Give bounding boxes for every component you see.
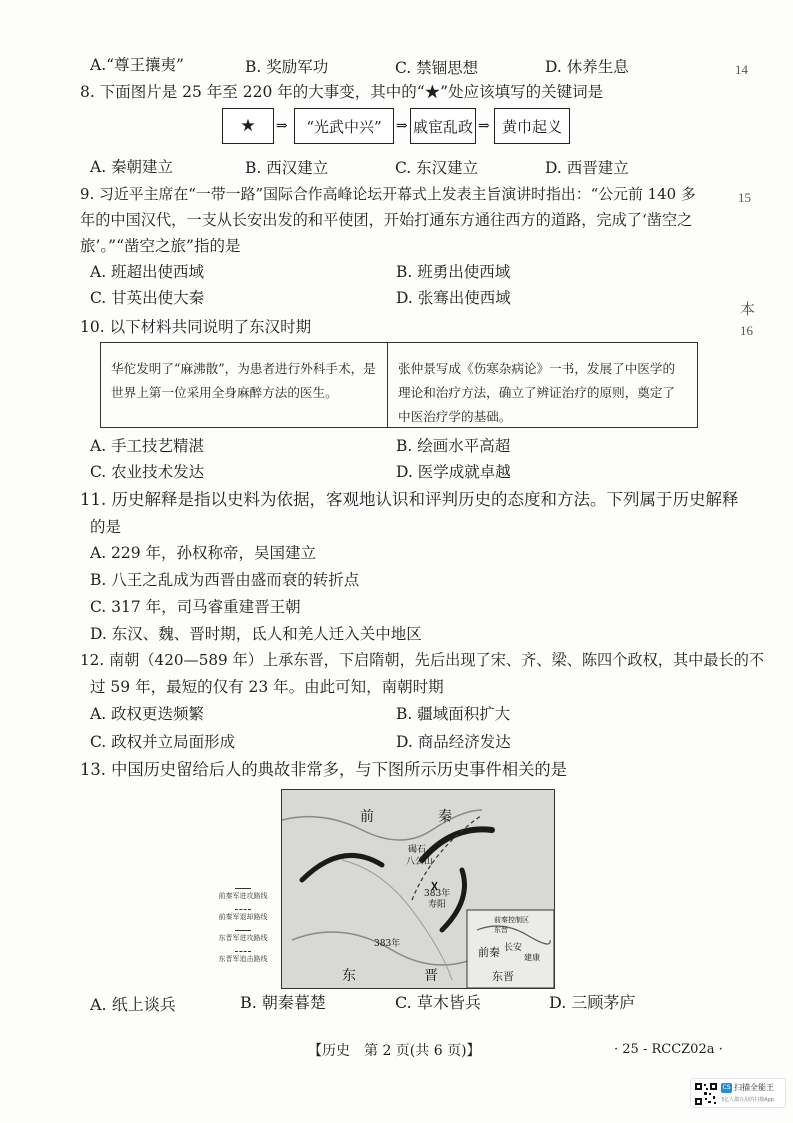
q9-option-d[interactable]: D. 张骞出使西域 [396, 289, 511, 307]
map-label-shouchun: 寿阳 [428, 900, 447, 910]
margin-mark-ben: 本 [740, 302, 756, 318]
map-label-qin: 秦 [438, 809, 452, 825]
inset-legend-2: 东晋 [494, 926, 508, 934]
q11-option-d[interactable]: D. 东汉、魏、晋时期，氐人和羌人迁入关中地区 [90, 625, 422, 643]
river-middle [342, 860, 452, 980]
q10-option-c[interactable]: C. 农业技术发达 [90, 463, 205, 481]
q13-option-b[interactable]: B. 朝秦暮楚 [240, 993, 326, 1012]
q10-material-zhangzhongjing: 张仲景写成《伤寒杂病论》一书，发展了中医学的理论和治疗方法，确立了辨证治疗的原则，奠定了中医治疗学的基础。 [398, 361, 676, 424]
q12-option-a[interactable]: A. 政权更迭频繁 [90, 705, 205, 723]
q9-stem-line-1: 9. 习近平主席在“一带一路”国际合作高峰论坛开幕式上发表主旨演讲时指出：“公元前 140 多 [80, 185, 696, 203]
q8-option-a[interactable]: A. 秦朝建立 [90, 158, 174, 176]
q13-option-a[interactable]: A. 纸上谈兵 [90, 995, 176, 1014]
qr-code-icon [694, 1082, 718, 1106]
q8-flow-arrow-2: ⇒ [396, 118, 408, 134]
q8-flow-box-huangjin: 黄巾起义 [494, 108, 570, 144]
q11-option-b[interactable]: B. 八王之乱成为西晋由盛而衰的转折点 [90, 571, 360, 589]
q11-stem-line-1: 11. 历史解释是指以史料为依据，客观地认识和评判历史的态度和方法。下列属于历史解释 [80, 490, 739, 509]
qin-advance-route-2 [302, 855, 382, 880]
q13-stem: 13. 中国历史留给后人的典故非常多，与下图所示历史事件相关的是 [80, 760, 567, 779]
q7-option-d[interactable]: D. 休养生息 [545, 58, 629, 76]
inset-label-dongjin: 东晋 [492, 970, 514, 983]
inset-legend-1: 前秦控制区 [494, 916, 529, 924]
margin-mark-15: 15 [738, 190, 751, 205]
q12-option-b[interactable]: B. 疆域面积扩大 [396, 705, 511, 723]
q8-flow-box-qihuan: 戚宦乱政 [410, 108, 476, 144]
paper-code: · 25 - RCCZ02a · [614, 1042, 723, 1057]
q8-stem: 8. 下面图片是 25 年至 220 年的大事变，其中的“★”处应该填写的关键词是 [80, 83, 604, 101]
legend-qin-advance: 前秦军进攻路线 [206, 888, 280, 909]
map-label-qian: 前 [360, 809, 374, 825]
inset-label-jiankang: 建康 [524, 953, 540, 962]
q12-stem-line-2: 过 59 年，最短的仅有 23 年。由此可知，南朝时期 [90, 678, 444, 696]
q8-option-b[interactable]: B. 西汉建立 [245, 159, 329, 177]
inset-label-qin: 前秦 [478, 946, 500, 959]
scanner-badge-subtitle: 3亿人都在用的扫描App [721, 1097, 774, 1103]
q7-option-a[interactable]: A.“尊王攘夷” [90, 56, 184, 74]
q13-map-legend [206, 888, 280, 972]
q10-option-b[interactable]: B. 绘画水平高超 [396, 437, 511, 455]
q9-option-c[interactable]: C. 甘英出使大秦 [90, 289, 205, 307]
q8-option-c[interactable]: C. 东汉建立 [395, 159, 479, 177]
map-label-383-a: 383年 [424, 889, 451, 899]
scanner-badge [690, 1078, 786, 1108]
q7-option-c[interactable]: C. 禁锢思想 [395, 59, 479, 77]
map-label-dong: 东 [342, 968, 356, 984]
inset-label-changan: 长安 [504, 943, 523, 953]
legend-jin-advance: 东晋军进攻路线 [206, 930, 280, 951]
q10-material-huatuo: 华佗发明了“麻沸散”，为患者进行外科手术，是世界上第一位采用全身麻醉方法的医生。 [101, 343, 388, 427]
q7-option-b[interactable]: B. 奖励军功 [245, 58, 329, 76]
q8-flow-arrow-3: ⇒ [478, 118, 490, 134]
q9-option-b[interactable]: B. 班勇出使西域 [396, 263, 511, 281]
q12-option-d[interactable]: D. 商品经济发达 [396, 733, 511, 751]
q10-option-d[interactable]: D. 医学成就卓越 [396, 463, 511, 481]
q12-stem-line-1: 12. 南朝（420—589 年）上承东晋，下启隋朝，先后出现了宋、齐、梁、陈四个政权，其中最长的不 [80, 651, 765, 669]
page-footer: 【历史 第 2 页(共 6 页)】 [308, 1043, 481, 1059]
map-label-huangshi: 碣石 [408, 845, 427, 855]
q10-material-table [100, 342, 698, 428]
q9-option-a[interactable]: A. 班超出使西域 [90, 263, 205, 281]
q11-option-a[interactable]: A. 229 年，孙权称帝，吴国建立 [90, 544, 317, 562]
legend-jin-pursuit: 东晋军追击路线 [206, 951, 280, 972]
q8-flow-arrow-1: ⇒ [276, 118, 288, 134]
scanner-badge-title: 扫描全能王 [734, 1083, 774, 1092]
q10-option-a[interactable]: A. 手工技艺精湛 [90, 437, 205, 455]
q13-option-c[interactable]: C. 草木皆兵 [395, 993, 481, 1012]
map-drawing [282, 790, 555, 989]
legend-qin-retreat: 前秦军退却路线 [206, 909, 280, 930]
camscanner-logo-icon: CS [722, 1084, 731, 1091]
q12-option-c[interactable]: C. 政权并立局面形成 [90, 733, 236, 751]
margin-mark-16: 16 [740, 323, 753, 338]
q11-stem-line-2: 的是 [90, 518, 122, 536]
margin-mark-14: 14 [735, 62, 748, 77]
q11-option-c[interactable]: C. 317 年，司马睿重建晋王朝 [90, 598, 301, 616]
q8-option-d[interactable]: D. 西晋建立 [545, 159, 629, 177]
q9-stem-line-2: 年的中国汉代，一支从长安出发的和平使团，开始打通东方通往西方的道路，完成了‘凿空之 [80, 211, 693, 229]
q13-feishui-map [281, 789, 555, 989]
q13-option-d[interactable]: D. 三顾茅庐 [549, 993, 636, 1012]
q8-flow-box-star: ★ [222, 108, 274, 144]
q10-stem: 10. 以下材料共同说明了东汉时期 [80, 318, 312, 336]
map-label-jin: 晋 [424, 968, 438, 984]
q8-flow-box-guangwu: “光武中兴” [294, 108, 394, 144]
q9-stem-line-3: 旅’。”“凿空之旅”指的是 [80, 237, 241, 255]
map-label-383-b: 383年 [374, 939, 401, 949]
map-label-bagongshan: 八公山 [406, 857, 434, 867]
